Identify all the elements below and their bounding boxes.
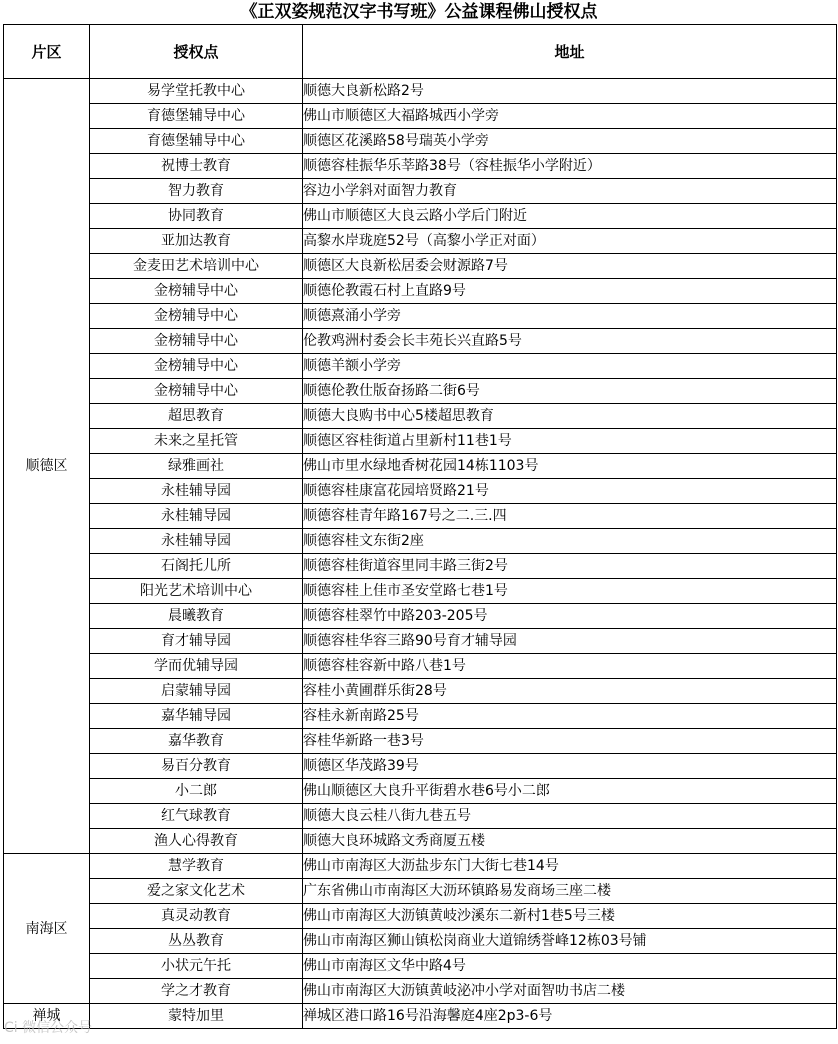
- authorized-point-name: 金榜辅导中心: [90, 379, 303, 404]
- table-row: [4, 329, 837, 354]
- table-row: [4, 879, 837, 904]
- address-cell: 顺德区大良新松居委会财源路7号: [303, 254, 837, 279]
- address-cell: 佛山市里水绿地香树花园14栋1103号: [303, 454, 837, 479]
- authorized-point-name: 永桂辅导园: [90, 529, 303, 554]
- authorized-point-name: 阳光艺术培训中心: [90, 579, 303, 604]
- authorized-point-name: 红气球教育: [90, 804, 303, 829]
- authorized-point-name: 祝博士教育: [90, 154, 303, 179]
- authorized-point-name: 永桂辅导园: [90, 479, 303, 504]
- authorization-points-table: [3, 24, 837, 1029]
- table-row: [4, 729, 837, 754]
- table-row: [4, 529, 837, 554]
- address-cell: 顺德大良购书中心5楼超思教育: [303, 404, 837, 429]
- table-row: [4, 629, 837, 654]
- address-cell: 佛山顺德区大良升平街碧水巷6号小二郎: [303, 779, 837, 804]
- authorized-point-name: 永桂辅导园: [90, 504, 303, 529]
- table-row: [4, 1004, 837, 1029]
- table-row: [4, 279, 837, 304]
- table-row: [4, 604, 837, 629]
- table-row: [4, 679, 837, 704]
- address-cell: 顺德容桂翠竹中路203-205号: [303, 604, 837, 629]
- address-cell: 佛山市南海区大沥镇黄岐泌冲小学对面智叻书店二楼: [303, 979, 837, 1004]
- authorized-point-name: 易百分教育: [90, 754, 303, 779]
- table-row: [4, 79, 837, 104]
- authorized-point-name: 渔人心得教育: [90, 829, 303, 854]
- table-row: [4, 554, 837, 579]
- address-cell: 顺德大良环城路文秀商厦五楼: [303, 829, 837, 854]
- table-row: [4, 704, 837, 729]
- address-cell: 佛山市南海区大沥盐步东门大街七巷14号: [303, 854, 837, 879]
- authorized-point-name: 小二郎: [90, 779, 303, 804]
- table-body: [4, 79, 837, 1029]
- table-row: [4, 254, 837, 279]
- authorized-point-name: 学而优辅导园: [90, 654, 303, 679]
- authorized-point-name: 绿雅画社: [90, 454, 303, 479]
- table-row: [4, 304, 837, 329]
- table-row: [4, 829, 837, 854]
- authorized-point-name: 协同教育: [90, 204, 303, 229]
- address-cell: 佛山市南海区狮山镇松岗商业大道锦绣誉峰12栋03号铺: [303, 929, 837, 954]
- header-point: 授权点: [90, 25, 303, 79]
- address-cell: 高黎水岸珑庭52号（高黎小学正对面）: [303, 229, 837, 254]
- table-row: [4, 929, 837, 954]
- address-cell: 顺德伦教仕版奋扬路二街6号: [303, 379, 837, 404]
- district-cell: 禅城: [4, 1004, 90, 1029]
- address-cell: 顺德伦教霞石村上直路9号: [303, 279, 837, 304]
- header-district: 片区: [4, 25, 90, 79]
- address-cell: 广东省佛山市南海区大沥环镇路易发商场三座二楼: [303, 879, 837, 904]
- authorized-point-name: 育德堡辅导中心: [90, 129, 303, 154]
- authorized-point-name: 丛丛教育: [90, 929, 303, 954]
- district-cell: 南海区: [4, 854, 90, 1004]
- address-cell: 顺德区花溪路58号瑞英小学旁: [303, 129, 837, 154]
- table-row: [4, 904, 837, 929]
- address-cell: 顺德区华茂路39号: [303, 754, 837, 779]
- authorized-point-name: 金榜辅导中心: [90, 329, 303, 354]
- address-cell: 容桂永新南路25号: [303, 704, 837, 729]
- address-cell: 佛山市南海区文华中路4号: [303, 954, 837, 979]
- address-cell: 顺德容桂振华乐莘路38号（容桂振华小学附近）: [303, 154, 837, 179]
- authorized-point-name: 爱之家文化艺术: [90, 879, 303, 904]
- table-row: [4, 229, 837, 254]
- authorized-point-name: 嘉华辅导园: [90, 704, 303, 729]
- district-cell: 顺德区: [4, 79, 90, 854]
- address-cell: 容桂华新路一巷3号: [303, 729, 837, 754]
- table-row: [4, 654, 837, 679]
- table-row: [4, 954, 837, 979]
- authorized-point-name: 嘉华教育: [90, 729, 303, 754]
- authorized-point-name: 小状元午托: [90, 954, 303, 979]
- table-row: [4, 154, 837, 179]
- header-address: 地址: [303, 25, 837, 79]
- table-row: [4, 979, 837, 1004]
- authorized-point-name: 育才辅导园: [90, 629, 303, 654]
- authorized-point-name: 超思教育: [90, 404, 303, 429]
- authorized-point-name: 亚加达教育: [90, 229, 303, 254]
- address-cell: 顺德羊额小学旁: [303, 354, 837, 379]
- address-cell: 禅城区港口路16号沿海馨庭4座2p3-6号: [303, 1004, 837, 1029]
- address-cell: 佛山市顺德区大良云路小学后门附近: [303, 204, 837, 229]
- table-row: [4, 404, 837, 429]
- authorized-point-name: 晨曦教育: [90, 604, 303, 629]
- address-cell: 伦教鸡洲村委会长丰苑长兴直路5号: [303, 329, 837, 354]
- address-cell: 顺德容桂青年路167号之二.三.四: [303, 504, 837, 529]
- authorized-point-name: 育德堡辅导中心: [90, 104, 303, 129]
- table-row: [4, 129, 837, 154]
- address-cell: 佛山市顺德区大福路城西小学旁: [303, 104, 837, 129]
- address-cell: 佛山市南海区大沥镇黄岐沙溪东二新村1巷5号三楼: [303, 904, 837, 929]
- authorized-point-name: 学之才教育: [90, 979, 303, 1004]
- page-title: 《正双姿规范汉字书写班》公益课程佛山授权点: [240, 2, 598, 22]
- table-row: [4, 504, 837, 529]
- address-cell: 容桂小黄圃群乐街28号: [303, 679, 837, 704]
- authorized-point-name: 易学堂托教中心: [90, 79, 303, 104]
- address-cell: 顺德容桂文东街2座: [303, 529, 837, 554]
- authorized-point-name: 金榜辅导中心: [90, 354, 303, 379]
- table-row: [4, 779, 837, 804]
- table-row: [4, 429, 837, 454]
- table-row: [4, 854, 837, 879]
- authorized-point-name: 真灵动教育: [90, 904, 303, 929]
- authorized-point-name: 金榜辅导中心: [90, 304, 303, 329]
- authorized-point-name: 智力教育: [90, 179, 303, 204]
- address-cell: 顺德容桂容新中路八巷1号: [303, 654, 837, 679]
- authorized-point-name: 启蒙辅导园: [90, 679, 303, 704]
- address-cell: 顺德区容桂街道占里新村11巷1号: [303, 429, 837, 454]
- address-cell: 顺德大良新松路2号: [303, 79, 837, 104]
- authorized-point-name: 石阁托儿所: [90, 554, 303, 579]
- watermark-logo: Ci 微信公众号: [4, 1020, 93, 1036]
- table-row: [4, 479, 837, 504]
- table-row: [4, 454, 837, 479]
- address-cell: 顺德容桂华容三路90号育才辅导园: [303, 629, 837, 654]
- table-row: [4, 179, 837, 204]
- authorized-point-name: 慧学教育: [90, 854, 303, 879]
- table-row: [4, 579, 837, 604]
- authorized-point-name: 金榜辅导中心: [90, 279, 303, 304]
- table-row: [4, 354, 837, 379]
- table-row: [4, 804, 837, 829]
- address-cell: 容边小学斜对面智力教育: [303, 179, 837, 204]
- address-cell: 顺德容桂街道容里同丰路三街2号: [303, 554, 837, 579]
- authorized-point-name: 未来之星托管: [90, 429, 303, 454]
- table-row: [4, 104, 837, 129]
- address-cell: 顺德容桂康富花园培贤路21号: [303, 479, 837, 504]
- table-row: [4, 204, 837, 229]
- table-row: [4, 379, 837, 404]
- authorized-point-name: 金麦田艺术培训中心: [90, 254, 303, 279]
- address-cell: 顺德容桂上佳市圣安堂路七巷1号: [303, 579, 837, 604]
- address-cell: 顺德大良云桂八街九巷五号: [303, 804, 837, 829]
- address-cell: 顺德熹涌小学旁: [303, 304, 837, 329]
- table-row: [4, 754, 837, 779]
- header-row: [4, 25, 837, 79]
- authorized-point-name: 蒙特加里: [90, 1004, 303, 1029]
